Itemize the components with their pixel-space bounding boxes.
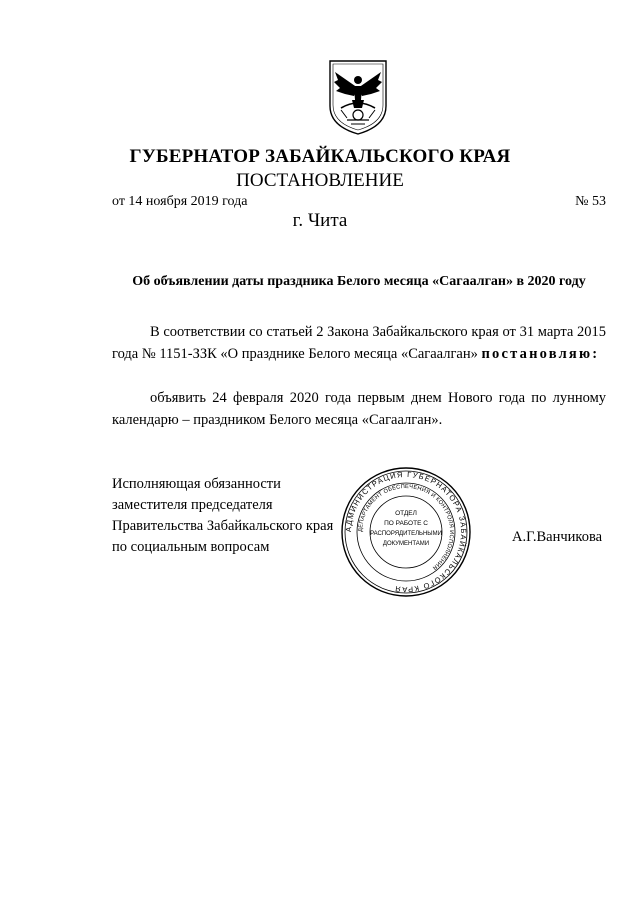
body-paragraph-1 [112,321,606,365]
document-subject: Об объявлении даты праздника Белого месяца «Сагаалган» в 2020 году [132,274,586,289]
official-stamp [340,466,472,598]
document-type: ПОСТАНОВЛЕНИЕ [236,170,404,191]
issuing-authority: ГУБЕРНАТОР ЗАБАЙКАЛЬСКОГО КРАЯ [129,146,511,167]
stamp-middle-text: ДЕПАРТАМЕНТ ОБЕСПЕЧЕНИЯ И КОНТРОЛЯ ИСПОЛНЕНИЯ [357,483,455,571]
stamp-center-line: РАСПОРЯДИТЕЛЬНЫМИ [370,531,442,537]
signatory-position-line: по социальным вопросам [112,539,270,555]
signatory-position-line: Правительства Забайкальского края [112,518,334,534]
stamp-center-line: ОТДЕЛ [395,510,417,517]
document-date: от 14 ноября 2019 года [112,194,248,209]
document-number: № 53 [575,194,606,209]
body-paragraph-1-text: В соответствии со статьей 2 Закона Забайкальского края от 31 марта 2015 года № 1151-ЗЗК «О празднике Белого месяца «Сагаалган» [112,324,606,362]
svg-text:ДЕПАРТАМЕНТ ОБЕСПЕЧЕНИЯ И КОНТ [358,484,454,571]
body-paragraph-2: объявить 24 февраля 2020 года первым днем Нового года по лунному календарю – праздником Белого месяца «Сагаалган». [112,390,606,428]
stamp-center-line: ПО РАБОТЕ С [384,520,428,527]
signatory-position-line: заместителя председателя [112,497,273,513]
signatory-name: А.Г.Ванчикова [512,529,603,545]
coat-of-arms-icon [327,58,389,136]
document-city: г. Чита [292,210,348,231]
resolution-word: постановляю: [481,346,600,362]
signatory-position-line: Исполняющая обязанности [112,476,281,492]
stamp-outer-text: АДМИНИСТРАЦИЯ ГУБЕРНАТОРА ЗАБАЙКАЛЬСКОГО КРАЯ [343,469,469,595]
signatory-position [112,474,333,558]
stamp-center-line: ДОКУМЕНТАМИ [382,541,430,547]
